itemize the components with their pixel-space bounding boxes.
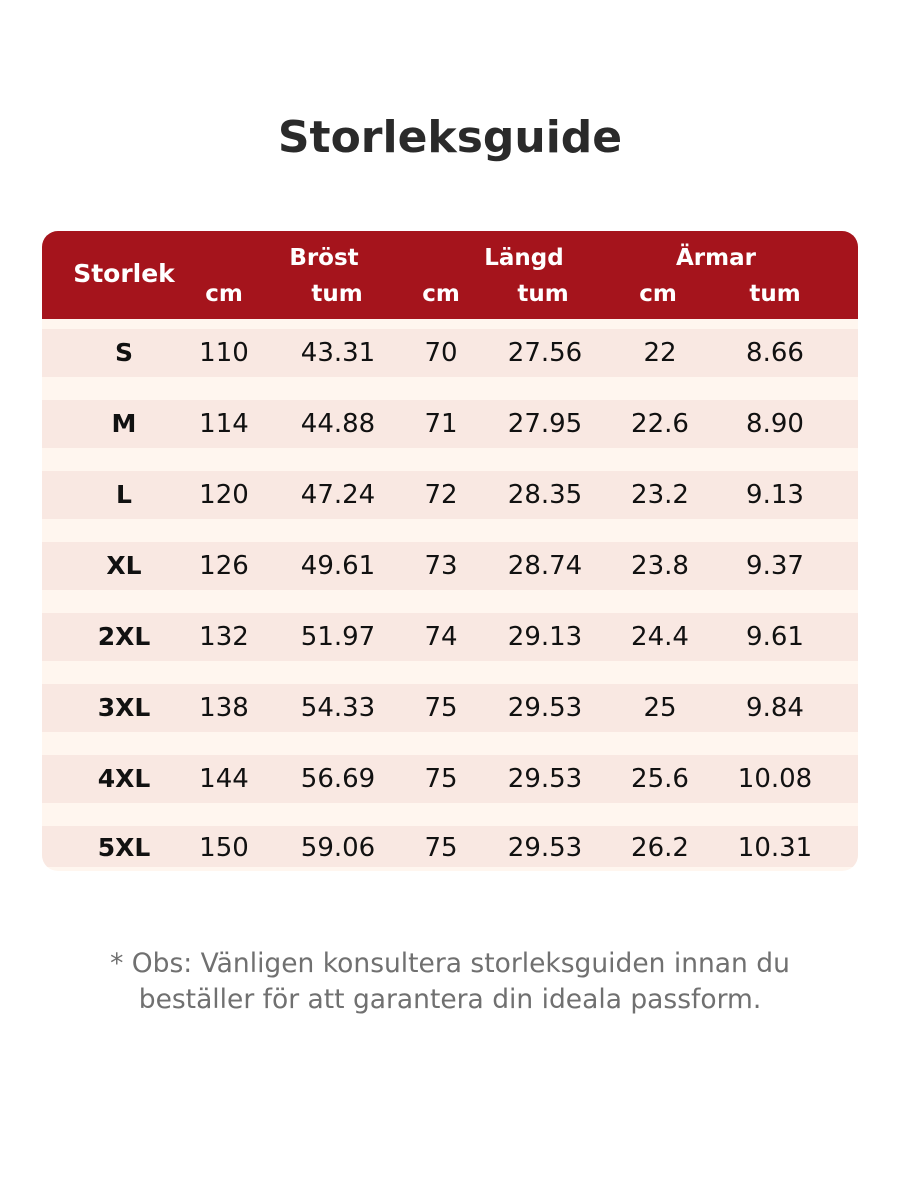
cell-length-cm: 73 (424, 551, 458, 581)
cell-chest-tum: 44.88 (300, 409, 376, 439)
header-group-chest: Bröst (289, 245, 359, 271)
cell-chest-tum: 59.06 (300, 833, 376, 863)
cell-length-cm: 74 (424, 622, 458, 652)
table-row (42, 613, 858, 661)
header-chest-cm: cm (205, 281, 243, 307)
table-row (42, 471, 858, 519)
header-sleeves-tum: tum (749, 281, 801, 307)
cell-sleeves-tum: 9.37 (746, 551, 804, 581)
cell-sleeves-cm: 23.8 (631, 551, 689, 581)
cell-chest-cm: 132 (199, 622, 249, 652)
cell-chest-tum: 56.69 (300, 764, 376, 794)
header-chest-tum: tum (311, 281, 363, 307)
size-chart-table (42, 231, 858, 871)
note-line-1: * Obs: Vänligen konsultera storleksguiden innan du (110, 948, 790, 979)
cell-length-tum: 29.13 (507, 622, 583, 652)
cell-size: 2XL (97, 622, 151, 651)
page-title: Storleksguide (277, 112, 623, 163)
cell-length-cm: 75 (424, 693, 458, 723)
header-group-length: Längd (484, 245, 564, 271)
cell-size: L (116, 480, 132, 509)
table-row (42, 542, 858, 590)
cell-sleeves-tum: 9.13 (746, 480, 804, 510)
cell-sleeves-tum: 8.90 (746, 409, 804, 439)
cell-length-tum: 27.56 (507, 338, 583, 368)
cell-length-tum: 29.53 (507, 833, 583, 863)
cell-sleeves-tum: 10.31 (737, 833, 813, 863)
cell-chest-tum: 43.31 (300, 338, 376, 368)
table-row (42, 400, 858, 448)
cell-length-cm: 70 (424, 338, 458, 368)
cell-sleeves-tum: 9.61 (746, 622, 804, 652)
table-header (42, 231, 858, 319)
header-length-tum: tum (517, 281, 569, 307)
cell-sleeves-cm: 25 (643, 693, 677, 723)
cell-chest-tum: 51.97 (300, 622, 376, 652)
table-row (42, 826, 858, 867)
cell-size: S (114, 338, 133, 367)
note-line-2: beställer för att garantera din ideala passform. (138, 984, 762, 1015)
cell-sleeves-tum: 9.84 (746, 693, 804, 723)
header-length-cm: cm (422, 281, 460, 307)
cell-size: 3XL (97, 693, 151, 722)
cell-size: XL (106, 551, 142, 580)
size-note (0, 946, 900, 1018)
cell-size: M (111, 409, 137, 438)
cell-chest-cm: 126 (199, 551, 249, 581)
header-size: Storlek (73, 259, 175, 288)
cell-length-tum: 29.53 (507, 764, 583, 794)
cell-sleeves-cm: 24.4 (631, 622, 689, 652)
cell-length-cm: 71 (424, 409, 458, 439)
header-group-sleeves: Ärmar (676, 245, 756, 271)
cell-chest-tum: 54.33 (300, 693, 376, 723)
cell-chest-tum: 49.61 (300, 551, 376, 581)
cell-length-tum: 28.35 (507, 480, 583, 510)
cell-length-tum: 28.74 (507, 551, 583, 581)
cell-size: 4XL (97, 764, 151, 793)
cell-chest-cm: 114 (199, 409, 249, 439)
table-row (42, 684, 858, 732)
cell-sleeves-cm: 26.2 (631, 833, 689, 863)
table-row (42, 755, 858, 803)
cell-chest-cm: 138 (199, 693, 249, 723)
cell-sleeves-cm: 23.2 (631, 480, 689, 510)
header-sleeves-cm: cm (639, 281, 677, 307)
table-row (42, 329, 858, 377)
cell-chest-cm: 120 (199, 480, 249, 510)
cell-size: 5XL (97, 833, 151, 862)
cell-length-cm: 75 (424, 764, 458, 794)
cell-chest-tum: 47.24 (300, 480, 376, 510)
cell-length-tum: 27.95 (507, 409, 583, 439)
cell-chest-cm: 144 (199, 764, 249, 794)
cell-sleeves-cm: 25.6 (631, 764, 689, 794)
cell-chest-cm: 150 (199, 833, 249, 863)
cell-chest-cm: 110 (199, 338, 249, 368)
cell-length-cm: 72 (424, 480, 458, 510)
cell-length-tum: 29.53 (507, 693, 583, 723)
cell-sleeves-cm: 22.6 (631, 409, 689, 439)
cell-length-cm: 75 (424, 833, 458, 863)
cell-sleeves-tum: 8.66 (746, 338, 804, 368)
cell-sleeves-tum: 10.08 (737, 764, 813, 794)
cell-sleeves-cm: 22 (643, 338, 677, 368)
